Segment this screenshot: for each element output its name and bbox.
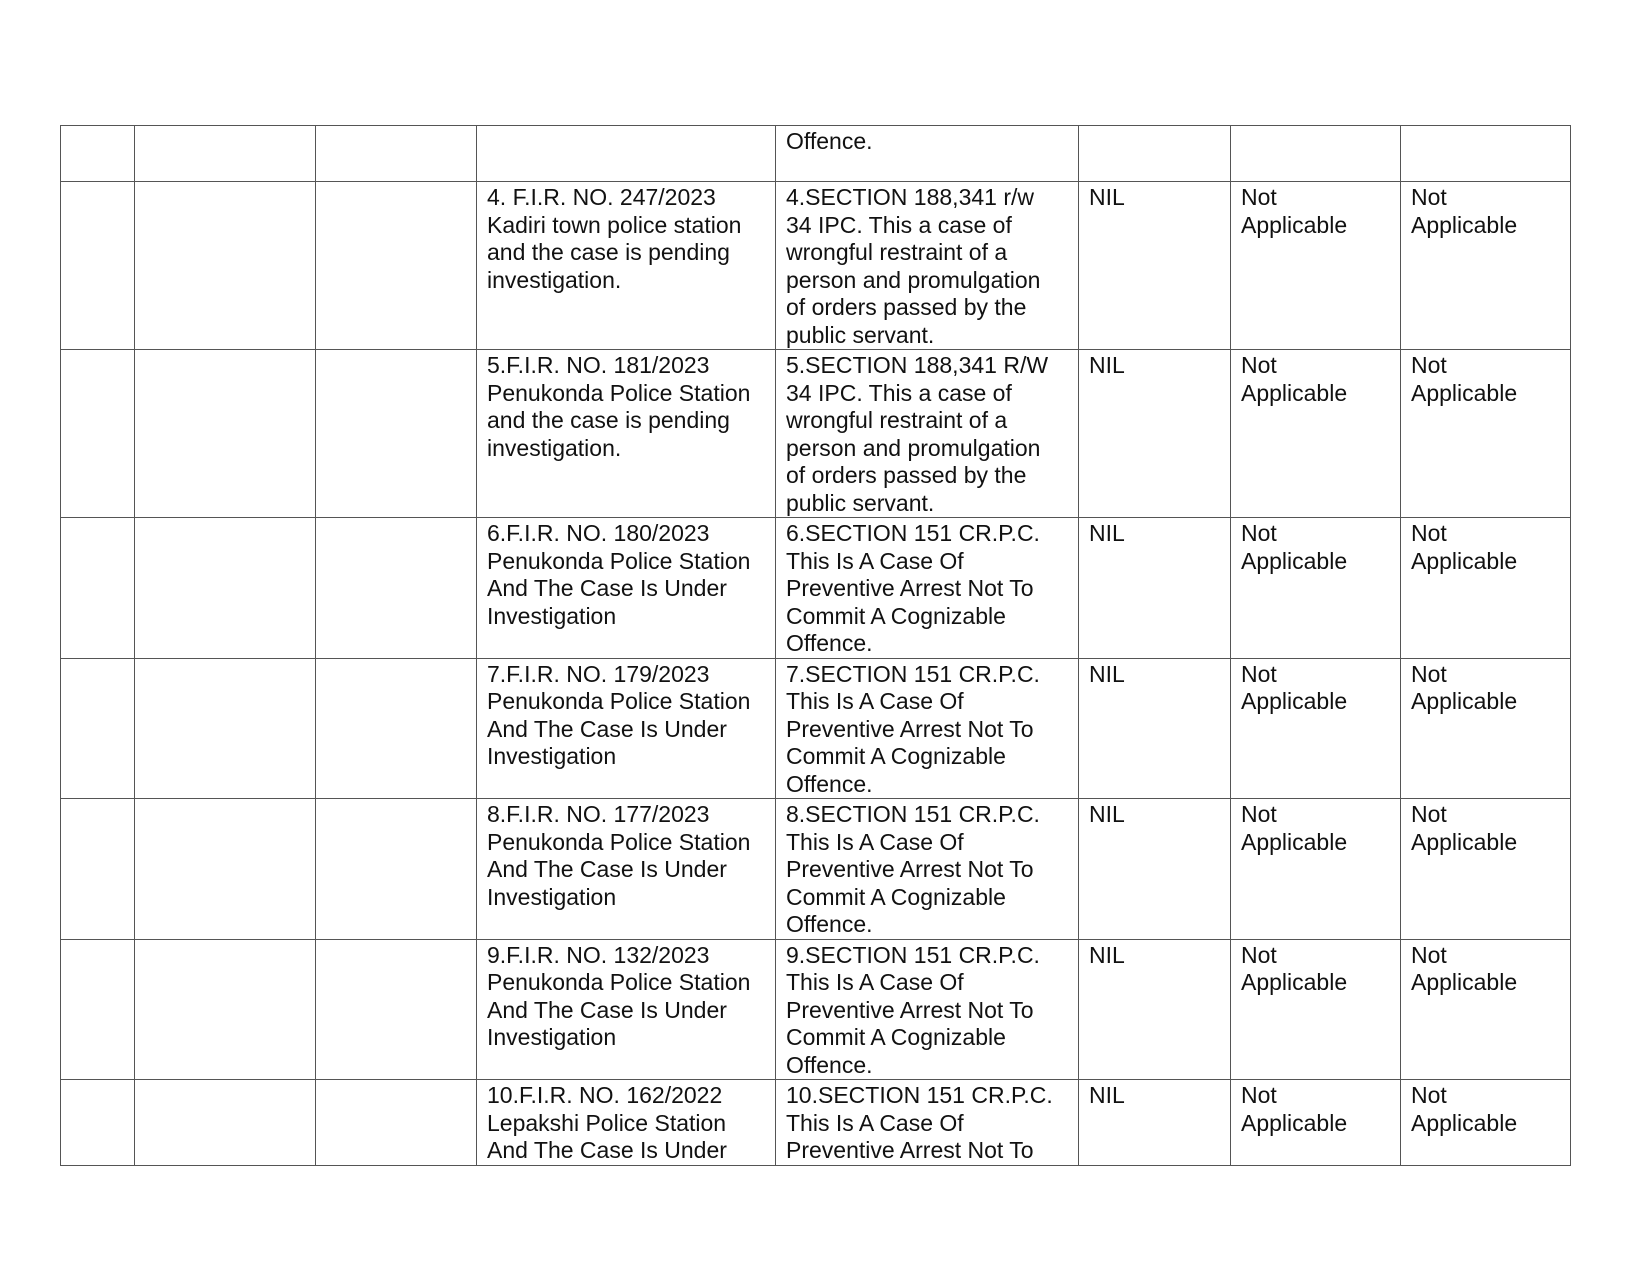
applicability-text: Not Applicable: [1411, 352, 1518, 406]
details-cell: [316, 518, 477, 659]
fine-cell: [1079, 658, 1231, 799]
applicability-text: Not Applicable: [1411, 184, 1518, 238]
section-text: 5.SECTION 188,341 R/W 34 IPC. This a case of wrongful restraint of a person and promulgation of orders passed by the public servant.: [786, 352, 1049, 516]
applicability-cell: [1401, 939, 1571, 1080]
applicability-text: Not Applicable: [1411, 941, 1518, 995]
section-text: 8.SECTION 151 CR.P.C. This Is A Case Of Preventive Arrest Not To Commit A Cognizable Offence.: [786, 801, 1040, 937]
serial-cell: [61, 350, 135, 518]
fir-cell: [477, 518, 776, 659]
applicability-text: Not Applicable: [1241, 1082, 1348, 1136]
section-cell: [776, 518, 1079, 659]
table-row: [61, 518, 1571, 659]
fine-text: NIL: [1089, 520, 1125, 546]
applicability-cell: [1401, 182, 1571, 350]
fine-cell: [1079, 126, 1231, 182]
applicability-cell: [1401, 799, 1571, 940]
name-cell: [135, 182, 316, 350]
fir-cell: [477, 126, 776, 182]
section-cell: [776, 939, 1079, 1080]
fir-text: 6.F.I.R. NO. 180/2023 Penukonda Police Station And The Case Is Under Investigation: [487, 520, 751, 629]
section-cell: [776, 182, 1079, 350]
fine-text: NIL: [1089, 184, 1125, 210]
applicability-text: Not Applicable: [1241, 520, 1348, 574]
table-row: [61, 1080, 1571, 1166]
details-cell: [316, 126, 477, 182]
applicability-cell: [1231, 126, 1401, 182]
serial-cell: [61, 182, 135, 350]
applicability-cell: [1231, 182, 1401, 350]
fir-cell: [477, 799, 776, 940]
fir-text: 5.F.I.R. NO. 181/2023 Penukonda Police Station and the case is pending investigation.: [487, 352, 751, 461]
applicability-cell: [1401, 658, 1571, 799]
fine-cell: [1079, 799, 1231, 940]
fine-text: NIL: [1089, 801, 1125, 827]
section-text: 10.SECTION 151 CR.P.C. This Is A Case Of Preventive Arrest Not To: [786, 1082, 1053, 1163]
serial-cell: [61, 799, 135, 940]
details-cell: [316, 350, 477, 518]
name-cell: [135, 518, 316, 659]
applicability-text: Not Applicable: [1241, 352, 1348, 406]
fir-text: 8.F.I.R. NO. 177/2023 Penukonda Police Station And The Case Is Under Investigation: [487, 801, 751, 910]
section-text: 4.SECTION 188,341 r/w 34 IPC. This a case of wrongful restraint of a person and promulgation of orders passed by the public servant.: [786, 184, 1041, 348]
serial-cell: [61, 126, 135, 182]
table-row: [61, 126, 1571, 182]
applicability-text: Not Applicable: [1411, 1082, 1518, 1136]
table-row: [61, 350, 1571, 518]
fine-text: NIL: [1089, 660, 1125, 687]
applicability-cell: [1231, 939, 1401, 1080]
details-cell: [316, 939, 477, 1080]
name-cell: [135, 126, 316, 182]
fir-text: 10.F.I.R. NO. 162/2022 Lepakshi Police Station And The Case Is Under: [487, 1082, 727, 1163]
fir-cell: [477, 939, 776, 1080]
applicability-text: Not Applicable: [1411, 520, 1518, 574]
serial-cell: [61, 658, 135, 799]
applicability-cell: [1401, 518, 1571, 659]
fine-cell: [1079, 939, 1231, 1080]
details-cell: [316, 1080, 477, 1166]
applicability-cell: [1231, 799, 1401, 940]
table-row: [61, 182, 1571, 350]
details-cell: [316, 799, 477, 940]
section-cell: [776, 126, 1079, 182]
fine-cell: [1079, 350, 1231, 518]
applicability-cell: [1231, 1080, 1401, 1166]
section-cell: [776, 1080, 1079, 1166]
section-cell: [776, 658, 1079, 799]
section-cell: [776, 350, 1079, 518]
section-text: 9.SECTION 151 CR.P.C. This Is A Case Of Preventive Arrest Not To Commit A Cognizable Offence.: [786, 941, 1040, 1078]
applicability-cell: [1231, 518, 1401, 659]
fir-cell: [477, 658, 776, 799]
applicability-text: Not Applicable: [1241, 184, 1348, 238]
applicability-text: Not Applicable: [1411, 660, 1518, 714]
table-row: [61, 799, 1571, 940]
section-cell: [776, 799, 1079, 940]
applicability-cell: [1231, 658, 1401, 799]
fine-cell: [1079, 182, 1231, 350]
table-row: [61, 658, 1571, 799]
table-row: [61, 939, 1571, 1080]
fir-cell: [477, 1080, 776, 1166]
fine-text: NIL: [1089, 1082, 1125, 1108]
section-text: 6.SECTION 151 CR.P.C. This Is A Case Of Preventive Arrest Not To Commit A Cognizable Offence.: [786, 520, 1040, 656]
fir-text: 4. F.I.R. NO. 247/2023 Kadiri town police station and the case is pending investigation.: [487, 184, 742, 293]
fine-text: NIL: [1089, 352, 1125, 378]
applicability-cell: [1401, 350, 1571, 518]
details-cell: [316, 658, 477, 799]
applicability-cell: [1401, 126, 1571, 182]
fine-cell: [1079, 518, 1231, 659]
applicability-text: Not Applicable: [1241, 801, 1348, 855]
details-cell: [316, 182, 477, 350]
serial-cell: [61, 1080, 135, 1166]
fine-text: NIL: [1089, 941, 1125, 968]
name-cell: [135, 350, 316, 518]
name-cell: [135, 658, 316, 799]
applicability-text: Not Applicable: [1241, 941, 1348, 995]
name-cell: [135, 939, 316, 1080]
name-cell: [135, 799, 316, 940]
applicability-text: Not Applicable: [1241, 660, 1348, 714]
applicability-text: Not Applicable: [1411, 801, 1518, 855]
applicability-cell: [1401, 1080, 1571, 1166]
section-text: Offence.: [786, 128, 873, 154]
criminal-cases-table: [60, 125, 1571, 1166]
section-text: 7.SECTION 151 CR.P.C. This Is A Case Of Preventive Arrest Not To Commit A Cognizable Offence.: [786, 660, 1040, 797]
fine-cell: [1079, 1080, 1231, 1166]
fir-cell: [477, 350, 776, 518]
fir-text: 7.F.I.R. NO. 179/2023 Penukonda Police Station And The Case Is Under Investigation: [487, 660, 751, 769]
applicability-cell: [1231, 350, 1401, 518]
serial-cell: [61, 939, 135, 1080]
fir-cell: [477, 182, 776, 350]
fir-text: 9.F.I.R. NO. 132/2023 Penukonda Police Station And The Case Is Under Investigation: [487, 941, 751, 1050]
name-cell: [135, 1080, 316, 1166]
serial-cell: [61, 518, 135, 659]
